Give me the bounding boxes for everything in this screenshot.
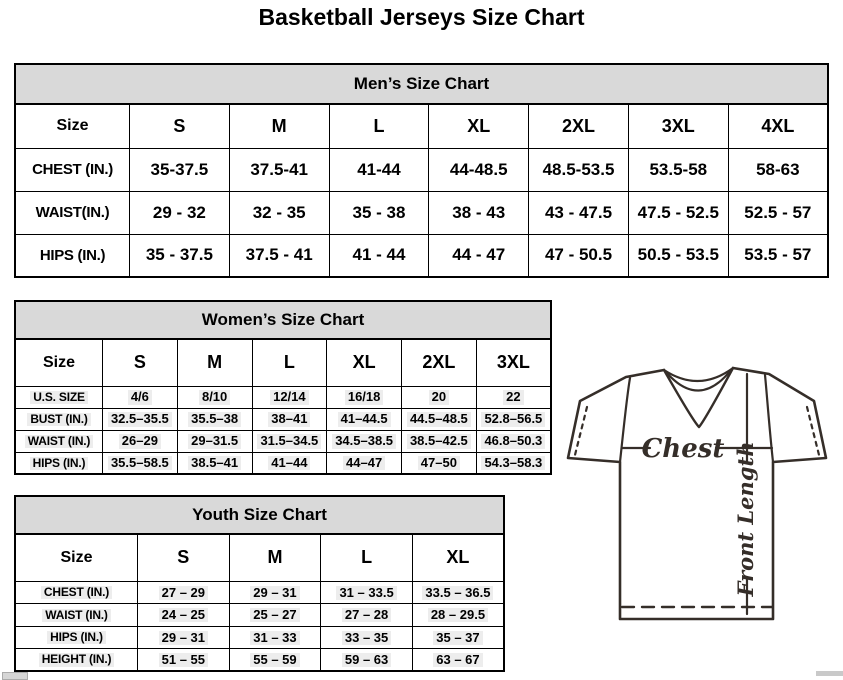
column-header: XL — [412, 534, 504, 581]
column-header: 3XL — [476, 339, 551, 386]
size-value-cell: 32.5–35.5 — [103, 408, 178, 430]
column-header: 2XL — [402, 339, 477, 386]
size-value-cell: 43 - 47.5 — [529, 191, 629, 234]
size-value-cell: 26–29 — [103, 430, 178, 452]
size-value-cell: 44.5–48.5 — [402, 408, 477, 430]
table-row — [15, 626, 504, 649]
row-label: BUST (IN.) — [15, 408, 103, 430]
size-value-cell: 48.5-53.5 — [529, 148, 629, 191]
column-header: L — [252, 339, 327, 386]
row-label: WAIST (IN.) — [15, 604, 138, 627]
size-value-cell: 32 - 35 — [229, 191, 329, 234]
column-header: M — [229, 104, 329, 148]
size-value-cell: 41–44 — [252, 452, 327, 474]
size-value-cell: 35.5–58.5 — [103, 452, 178, 474]
women-table — [14, 338, 552, 475]
size-value-cell: 44–47 — [327, 452, 402, 474]
column-header: Size — [15, 339, 103, 386]
column-header: M — [229, 534, 321, 581]
column-header: Size — [15, 104, 130, 148]
jersey-outline — [568, 368, 826, 619]
men-table — [14, 103, 829, 278]
size-value-cell: 46.8–50.3 — [476, 430, 551, 452]
men-table-title: Men’s Size Chart — [14, 63, 829, 103]
row-label: WAIST (IN.) — [15, 430, 103, 452]
size-value-cell: 35 - 38 — [329, 191, 429, 234]
size-value-cell: 52.8–56.5 — [476, 408, 551, 430]
size-value-cell: 27 – 28 — [321, 604, 413, 627]
size-value-cell: 41–44.5 — [327, 408, 402, 430]
row-label: HIPS (IN.) — [15, 234, 130, 277]
column-header: L — [321, 534, 413, 581]
size-value-cell: 53.5-58 — [628, 148, 728, 191]
womens-size-chart-table — [14, 300, 552, 475]
left-armhole-seam — [620, 378, 630, 462]
jersey-measurement-diagram — [563, 363, 835, 625]
size-value-cell: 8/10 — [177, 386, 252, 408]
table-row — [15, 649, 504, 672]
chest-label: Chest — [641, 434, 725, 464]
size-value-cell: 44-48.5 — [429, 148, 529, 191]
women-table-title: Women’s Size Chart — [14, 300, 552, 338]
size-value-cell: 31 – 33.5 — [321, 581, 413, 604]
size-value-cell: 41-44 — [329, 148, 429, 191]
size-value-cell: 38.5–42.5 — [402, 430, 477, 452]
table-row — [15, 408, 551, 430]
size-value-cell: 38 - 43 — [429, 191, 529, 234]
size-value-cell: 44 - 47 — [429, 234, 529, 277]
size-value-cell: 47 - 50.5 — [529, 234, 629, 277]
size-value-cell: 34.5–38.5 — [327, 430, 402, 452]
table-row — [15, 191, 828, 234]
table-header-row — [15, 339, 551, 386]
size-value-cell: 35.5–38 — [177, 408, 252, 430]
row-label: CHEST (IN.) — [15, 148, 130, 191]
size-value-cell: 59 – 63 — [321, 649, 413, 672]
youth-table-title: Youth Size Chart — [14, 495, 505, 533]
row-label: WAIST(IN.) — [15, 191, 130, 234]
size-value-cell: 31.5–34.5 — [252, 430, 327, 452]
size-value-cell: 55 – 59 — [229, 649, 321, 672]
table-row — [15, 604, 504, 627]
table-row — [15, 581, 504, 604]
size-value-cell: 33.5 – 36.5 — [412, 581, 504, 604]
size-value-cell: 29 – 31 — [138, 626, 230, 649]
table-row — [15, 452, 551, 474]
column-header: XL — [429, 104, 529, 148]
row-label: U.S. SIZE — [15, 386, 103, 408]
row-label: HEIGHT (IN.) — [15, 649, 138, 672]
size-value-cell: 24 – 25 — [138, 604, 230, 627]
size-value-cell: 58-63 — [728, 148, 828, 191]
size-value-cell: 37.5-41 — [229, 148, 329, 191]
column-header: S — [138, 534, 230, 581]
table-header-row — [15, 534, 504, 581]
size-value-cell: 22 — [476, 386, 551, 408]
row-label: CHEST (IN.) — [15, 581, 138, 604]
youth-size-chart-table — [14, 495, 505, 672]
column-header: S — [103, 339, 178, 386]
size-value-cell: 51 – 55 — [138, 649, 230, 672]
table-row — [15, 430, 551, 452]
size-value-cell: 50.5 - 53.5 — [628, 234, 728, 277]
column-header: L — [329, 104, 429, 148]
row-label: HIPS (IN.) — [15, 626, 138, 649]
size-value-cell: 33 – 35 — [321, 626, 413, 649]
column-header: 2XL — [529, 104, 629, 148]
column-header: Size — [15, 534, 138, 581]
size-value-cell: 41 - 44 — [329, 234, 429, 277]
column-header: M — [177, 339, 252, 386]
size-value-cell: 16/18 — [327, 386, 402, 408]
size-value-cell: 35 - 37.5 — [130, 234, 230, 277]
size-value-cell: 20 — [402, 386, 477, 408]
row-label: HIPS (IN.) — [15, 452, 103, 474]
column-header: 4XL — [728, 104, 828, 148]
column-header: XL — [327, 339, 402, 386]
size-value-cell: 38.5–41 — [177, 452, 252, 474]
size-value-cell: 47–50 — [402, 452, 477, 474]
size-value-cell: 47.5 - 52.5 — [628, 191, 728, 234]
size-value-cell: 12/14 — [252, 386, 327, 408]
front-length-label: Front Length — [733, 441, 758, 597]
size-value-cell: 25 – 27 — [229, 604, 321, 627]
size-value-cell: 27 – 29 — [138, 581, 230, 604]
size-value-cell: 53.5 - 57 — [728, 234, 828, 277]
table-row — [15, 386, 551, 408]
size-value-cell: 4/6 — [103, 386, 178, 408]
size-value-cell: 29 – 31 — [229, 581, 321, 604]
scrollbar-fragment-right[interactable] — [816, 671, 843, 676]
size-value-cell: 31 – 33 — [229, 626, 321, 649]
column-header: S — [130, 104, 230, 148]
size-value-cell: 29–31.5 — [177, 430, 252, 452]
size-value-cell: 29 - 32 — [130, 191, 230, 234]
table-row — [15, 148, 828, 191]
size-value-cell: 54.3–58.3 — [476, 452, 551, 474]
size-value-cell: 38–41 — [252, 408, 327, 430]
table-row — [15, 234, 828, 277]
size-value-cell: 52.5 - 57 — [728, 191, 828, 234]
size-value-cell: 35 – 37 — [412, 626, 504, 649]
column-header: 3XL — [628, 104, 728, 148]
size-value-cell: 28 – 29.5 — [412, 604, 504, 627]
mens-size-chart-table — [14, 63, 829, 278]
table-header-row — [15, 104, 828, 148]
youth-table — [14, 533, 505, 672]
size-value-cell: 35-37.5 — [130, 148, 230, 191]
page-title: Basketball Jerseys Size Chart — [258, 4, 585, 30]
size-value-cell: 37.5 - 41 — [229, 234, 329, 277]
size-value-cell: 63 – 67 — [412, 649, 504, 672]
